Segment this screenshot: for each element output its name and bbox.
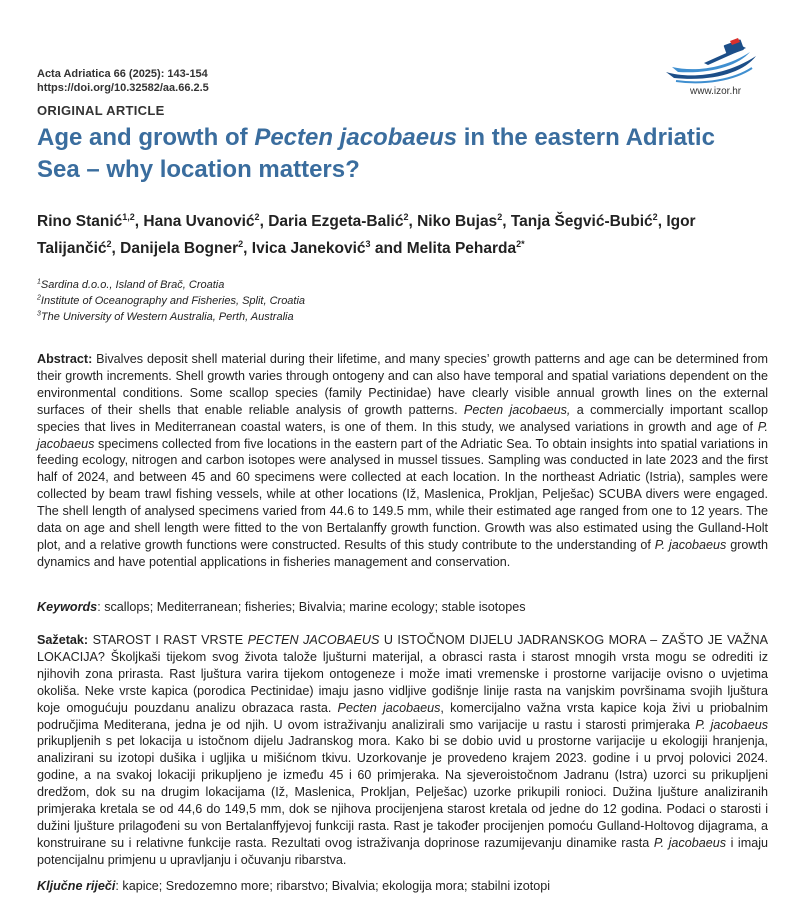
sazetak-paragraph: Sažetak: STAROST I RAST VRSTE PECTEN JACOBAEUS U ISTOČNOM DIJELU JADRANSKOG MORA – ZAŠTO JE VAŽNA LOKACIJA? Školjkaši tijekom svog života talože ljušturni materijal, a obrasci rasta i starost mnogih vrsta mogu se odrediti iz njihovih zona prirasta. Rast ljuštura varira tijekom ontogeneze i može imati vremenske i prostorne varijacije ovisno o uvjetima okoliša. Neke vrste kapica (porodica Pectinidae) imaju jasno vidljive godišnje linije rasta na vanjskim površinama svojih ljuštura koje omogućuju pouzdanu analizu obrazaca rasta. Pecten jacobaeus, komercijalno važna vrsta kapice koja živi u priobalnim područjima Mediterana, jedna je od njih. U ovom istraživanju analizirali smo varijacije u rastu i starosti primjeraka P. jacobaeus prikupljenih s pet lokacija u istočnom dijelu Jadranskog mora. Kako bi se dobio uvid u prostorne varijacije u ekologiji hranjenja, analizirani su izotopi dušika i ugljika u mišićnom tkivu. Uzorkovanje je provedeno krajem 2023. godine i u prvoj polovici 2024. godine, a na svakoj lokaciji prikupljeno je između 45 i 60 primjeraka. Na sjeveroistočnom Jadranu (Istra) uzorci su prikupljeni dredžom, dok su na drugim lokacijama (Iž, Maslenica, Prokljan, Pelješac) uzorke prikupili ronioci. Dužina ljušture analiziranih primjeraka kretala se od 44,6 do 149,5 mm, dok se njihova procijenjena starost kretala od jedne do 12 godina. Podaci o starosti i dužini ljušture prilagođeni su von Bertalanffyjevoj funkciji rasta. Rast je također procijenjen pomoću Gulland-Holtovog dijagrama, a konstruirane su i relativne funkcije rasta. Rezultati ovog istraživanja doprinose razumijevanju dinamike rasta P. jacobaeus i imaju potencijalnu primjenu u upravljanju i očuvanju ribarstva. <box>37 633 768 867</box>
author: Danijela Bogner <box>120 240 239 257</box>
abstract-paragraph: Abstract: Bivalves deposit shell material during their lifetime, and many species’ growth patterns and age can be determined from their growth increments. Shell growth varies through ontogeny and can also have temporal and spatial variations dependent on the environmental conditions. Some scallop species (family Pectinidae) have clearly visible annual growth lines on the external surfaces of their shells that enable reliable analysis of growth patterns. Pecten jacobaeus, a commercially important scallop species that lives in Mediterranean coastal waters, is one of them. In this study, we analysed variations in growth and age of P. jacobaeus specimens collected from five locations in the eastern part of the Adriatic Sea. To obtain insights into spatial variations in feeding ecology, nitrogen and carbon isotopes were analysed in mussel tissues. Sampling was conducted in late 2023 and the first half of 2024, and between 45 and 60 specimens were collected at each location. In the northeast Adriatic (Istria), samples were collected by beam trawl fishing vessels, while at other locations (Iž, Maslenica, Prokljan, Pelješac) SCUBA divers were engaged. The shell length of analysed specimens varied from 44.6 to 149.5 mm, while their estimated age ranged from one to 12 years. The data on age and shell length were fitted to the von Bertalanffy growth function. Growth was also estimated using the Gulland-Holt plot, and a relative growth functions were constructed. Results of this study contribute to the understanding of P. jacobaeus growth dynamics and have potential applications in fisheries management and conservation. <box>37 352 768 569</box>
doi-link[interactable]: https://doi.org/10.32582/aa.66.2.5 <box>37 82 209 94</box>
kljucne-rijeci-line: Ključne riječi: kapice; Sredozemno more; ribarstvo; Bivalvia; ekologija mora; stabilni izotopi <box>37 879 551 893</box>
author: Melita Peharda <box>406 240 517 257</box>
journal-volume: Acta Adriatica 66 (2025): 143-154 <box>37 68 208 80</box>
affiliation-item: $^1$Sardina d.o.o., Island of Brač, Croatia <box>37 278 225 291</box>
author: Hana Uvanović <box>143 213 255 230</box>
sazetak-label: Sažetak: <box>37 633 89 647</box>
izor-fishing-boat-logo-icon <box>664 38 760 86</box>
author: Daria Ezgeta-Balić <box>268 213 404 230</box>
keywords-label: Keywords <box>37 600 98 614</box>
affiliation-item: $^2$Institute of Oceanography and Fisheries, Split, Croatia <box>37 294 306 307</box>
author: Igor Talijančić <box>37 213 696 257</box>
abstract-label: Abstract: <box>37 352 93 366</box>
affiliation-item: $^3$The University of Western Australia, Perth, Australia <box>37 310 294 323</box>
article-title: Age and growth of Pecten jacobaeus in the eastern Adriatic Sea – why location matters? <box>37 124 715 183</box>
author-list: Rino Stanić$^{1,2}$, Hana Uvanović$^2$, Daria Ezgeta-Balić$^2$, Niko Bujas$^2$, Tanja Šegvić-Bubić$^2$, Igor Talijančić$^2$, Danijela Bogner$^2$, Ivica Janeković$^3$ and Melita Peharda$^{2*}$ <box>37 211 696 257</box>
keywords-line: Keywords: scallops; Mediterranean; fisheries; Bivalvia; marine ecology; stable isotopes <box>37 600 526 614</box>
author: Ivica Janeković <box>251 240 366 257</box>
affiliations <box>37 277 305 325</box>
author: Niko Bujas <box>417 213 498 230</box>
article-type-label: ORIGINAL ARTICLE <box>37 103 165 118</box>
author: Tanja Šegvić-Bubić <box>510 213 653 230</box>
kljucne-rijeci-label: Ključne riječi <box>37 879 116 893</box>
journal-citation <box>37 67 209 95</box>
website-link[interactable]: www.izor.hr <box>690 86 742 97</box>
author: Rino Stanić <box>37 213 123 230</box>
